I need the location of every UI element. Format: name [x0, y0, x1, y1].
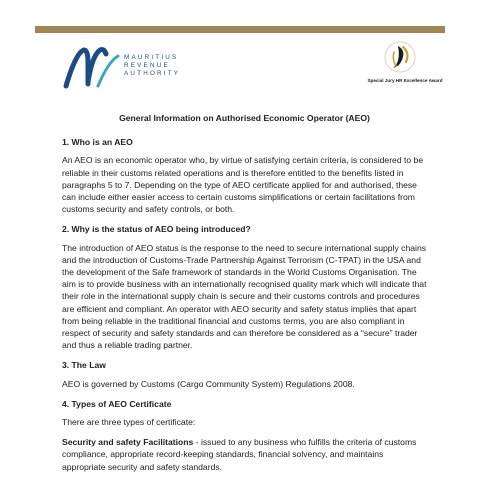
logo-line-1: MAURITIUS [124, 54, 179, 61]
certificate-item [62, 436, 427, 473]
mra-logo [62, 42, 212, 92]
award-caption: Special Jury HR Excellence Award [367, 78, 443, 83]
section-heading-types: 4. Types of AEO Certificate [62, 398, 172, 409]
logo-line-2: REVENUE [124, 62, 170, 69]
award-badge-icon [382, 40, 418, 74]
section-paragraph-types: There are three types of certificate: [62, 417, 196, 428]
mra-logo-text [124, 54, 180, 78]
header-bar [35, 26, 445, 33]
mra-logo-icon [62, 42, 122, 92]
section-heading-who: 1. Who is an AEO [62, 137, 133, 148]
section-paragraph-law: AEO is governed by Customs (Cargo Community System) Regulations 2008. [62, 378, 355, 389]
section-paragraph-why: The introduction of AEO status is the response to the need to secure international supply chains and the introduction of Customs-Trade Partnership Against Terrorism (C-TPAT) in the USA and the development of the Safe framework of standards in the World Customs Organisation. The aim is to provide business with an internationally recognised quality mark which will indicate that their role in the international supply chain is secure and their customs controls and procedures are efficient and compliant. An operator with AEO security and safety status implies that apart from being reliable in the traditional financial and customs terms, you are also compliant in respect of security and safety standards and can therefore be considered as a “secure” trader and thus a reliable trading partner. [62, 242, 427, 351]
logo-line-3: AUTHORITY [124, 70, 181, 77]
section-paragraph-who: An AEO is an economic operator who, by virtue of satisfying certain criteria, is considered to be reliable in their customs related operations and is therefore entitled to the benefits listed in paragraphs 5 to 7. Depending on the type of AEO certificate applied for and authorised, these can include either easier access to certain customs simplifications or certain facilitations from customs security and safety controls, or both. [62, 155, 424, 215]
section-heading-law: 3. The Law [62, 360, 106, 371]
certificate-item-lead: Security and safety Facilitations [62, 437, 194, 448]
certificate-item-text: - issued to any business who fulfills the criteria of customs compliance, appropriate record-keeping standards, financial solvency, and maintains appropriate security and safety standards. [62, 437, 417, 472]
document-title: General Information on Authorised Economic Operator (AEO) [119, 113, 370, 123]
award-emblem [360, 40, 450, 90]
document-body [62, 112, 427, 481]
section-heading-why: 2. Why is the status of AEO being introduced? [62, 224, 251, 235]
